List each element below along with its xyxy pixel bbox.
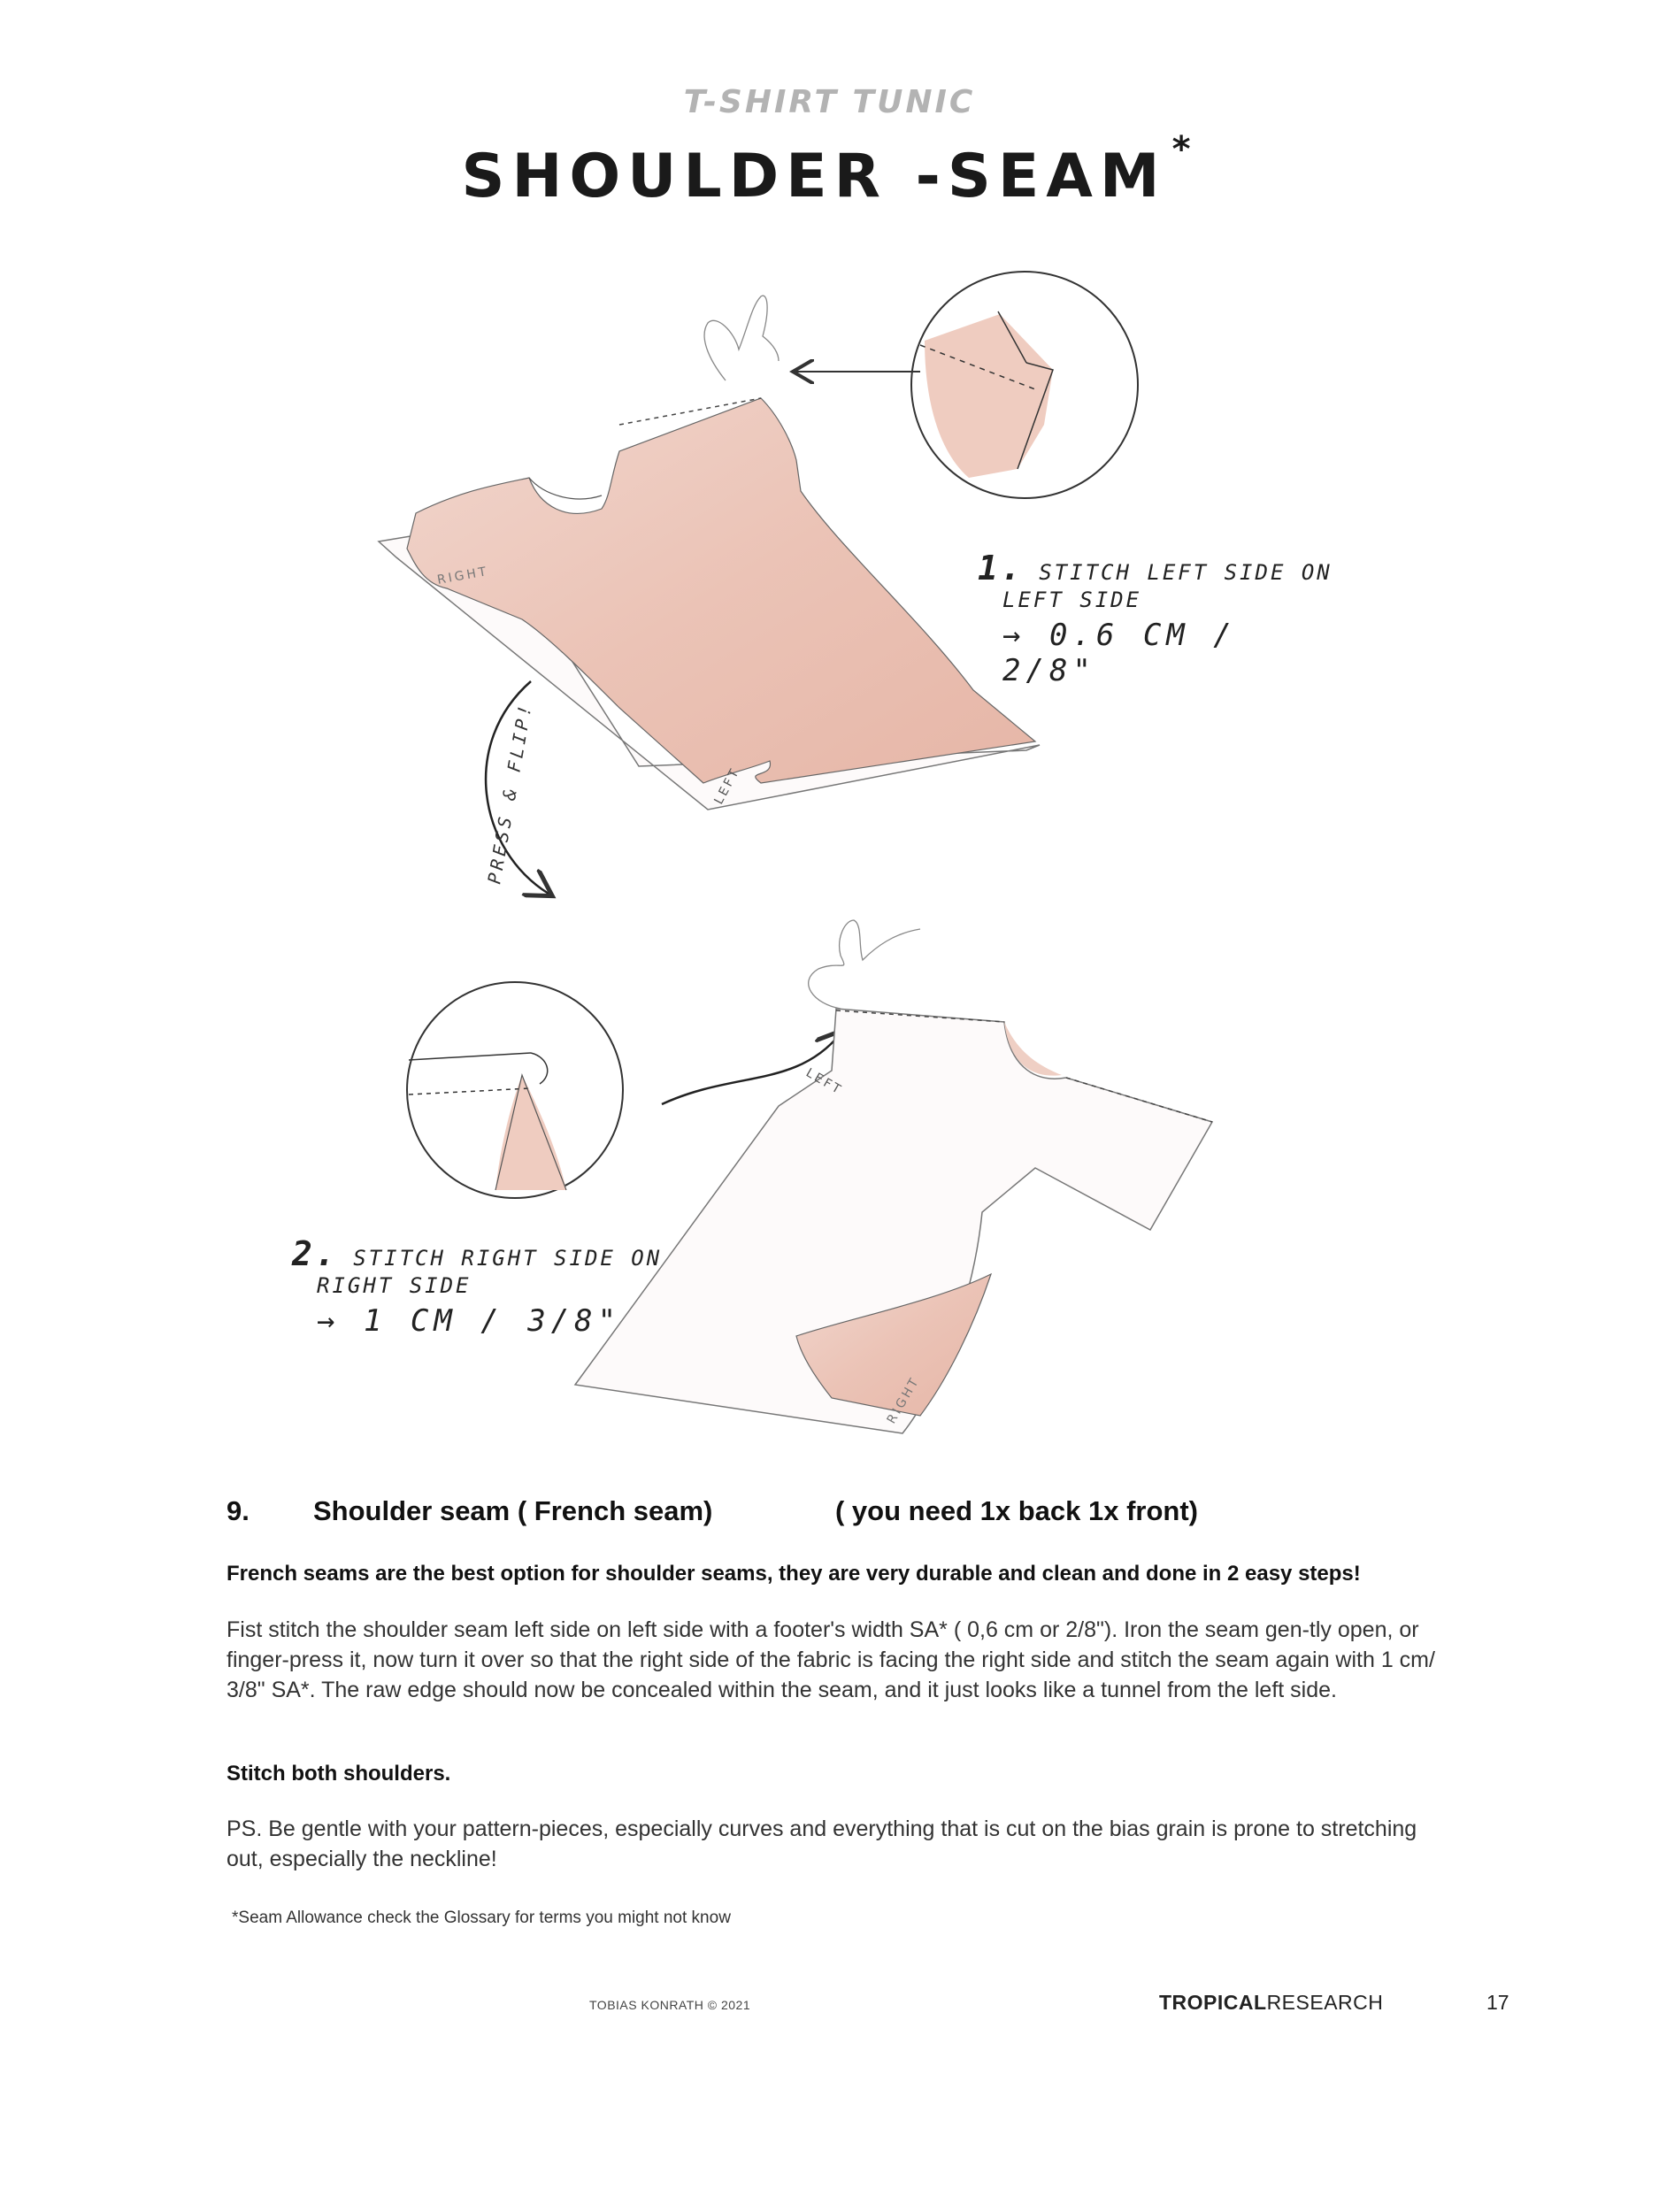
- section-title: Shoulder seam ( French seam): [313, 1495, 713, 1526]
- footer-brand: [1159, 1991, 1383, 2015]
- step1-note: [978, 549, 1349, 688]
- title-asterisk: *: [1171, 129, 1198, 170]
- footer-brand-bold: TROPICAL: [1159, 1991, 1267, 2014]
- step2-line1: STITCH RIGHT SIDE ON: [353, 1246, 663, 1271]
- page-title-text: SHOULDER -SEAM: [461, 142, 1167, 211]
- section-heading: [227, 1495, 1465, 1527]
- step1-line2: LEFT SIDE: [1002, 588, 1142, 612]
- section-number: 9.: [227, 1495, 250, 1526]
- label-left-top: LEFT: [711, 764, 743, 807]
- step1-measure: → 0.6 CM / 2/8": [1002, 618, 1237, 688]
- paragraph-instructions: Fist stitch the shoulder seam left side on left side with a footer's width SA* ( 0,6 cm or 2/8"). Iron the seam gen-tly open, or finger-press it, now turn it over so that the right side of the fabric is facing the right side and stitch the seam again with 1 cm/ 3/8" SA*. The raw edge should now be concealed within the seam, and it just looks like a tunnel from the left side.: [227, 1617, 1435, 1702]
- label-right-bottom: RIGHT: [884, 1374, 923, 1426]
- stitch-both-shoulders: Stitch both shoulders.: [227, 1762, 451, 1786]
- step2-line2: RIGHT SIDE: [317, 1273, 472, 1298]
- page-title: [0, 129, 1659, 211]
- step2-note: [292, 1234, 664, 1339]
- paragraph-ps: PS. Be gentle with your pattern-pieces, especially curves and everything that is cut on the bias grain is prone to stretching out, especially the neckline!: [227, 1816, 1417, 1871]
- label-right-top: RIGHT: [435, 564, 490, 588]
- footnote: *Seam Allowance check the Glossary for terms you might not know: [232, 1909, 731, 1927]
- step1-line1: STITCH LEFT SIDE ON: [1039, 560, 1333, 585]
- shirt-bottom: [575, 920, 1212, 1433]
- step2-measure: → 1 CM / 3/8": [317, 1303, 622, 1339]
- footer-brand-light: RESEARCH: [1266, 1991, 1384, 2014]
- detail-circle-top: [911, 272, 1138, 498]
- footer-author: TOBIAS KONRATH © 2021: [589, 1998, 751, 2012]
- label-left-bottom: LEFT: [803, 1065, 845, 1098]
- press-flip-label: PRESS & FLIP!: [483, 700, 537, 886]
- detail-circle-bottom: [407, 982, 623, 1198]
- step1-number: 1.: [978, 549, 1024, 588]
- step2-number: 2.: [292, 1234, 338, 1273]
- page-number: 17: [1486, 1991, 1509, 2014]
- subtitle: T-SHIRT TUNIC: [683, 84, 976, 120]
- section-note: ( you need 1x back 1x front): [835, 1495, 1198, 1526]
- lead-text: French seams are the best option for shoulder seams, they are very durable and clean and done in 2 easy steps!: [227, 1562, 1361, 1586]
- shoulder-seam-illustration: [0, 265, 1659, 1486]
